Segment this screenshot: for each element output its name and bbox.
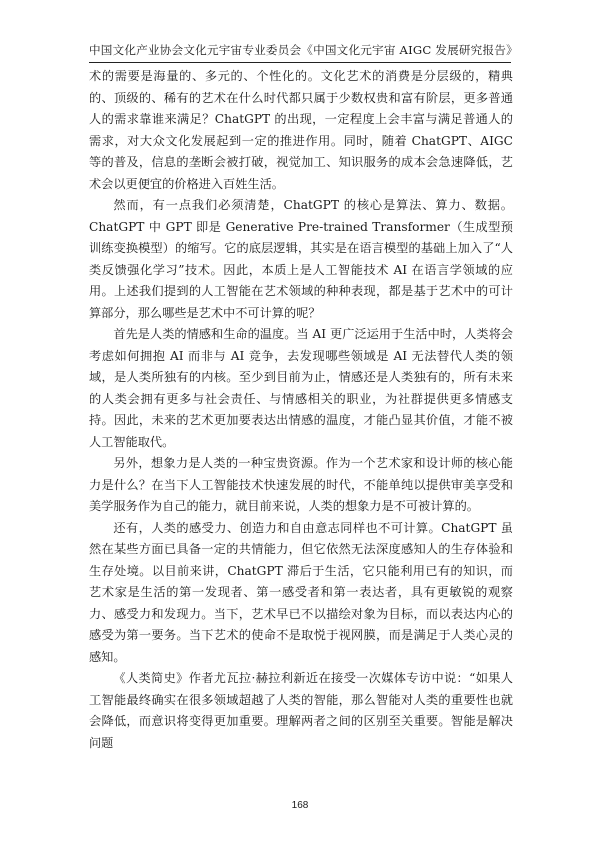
page-number: 168 [291,800,309,811]
header-organization: 中国文化产业协会文化元宇宙专业委员会 [89,43,302,57]
paragraph-sapiens-quote: 《人类简史》作者尤瓦拉·赫拉利新近在接受一次媒体专访中说：“如果人工智能最终确实在很多领域超越了人类的智能，那么智能对人类的重要性也就会降低，而意识将变得更加重要。理解两者之间的区别至关重要。智能是解决问题 [89,671,513,750]
paragraph-emotion: 首先是人类的情感和生命的温度。当 AI 更广泛运用于生活中时，人类将会考虑如何拥抱 AI 而非与 AI 竞争，去发现哪些领域是 AI 无法替代人类的领域，是人类所独有的内核。至少到目前为止，情感还是人类独有的，所有未来的人类会拥有更多与社会责任、与情感相关的职业，为社群提供更多情感支持。因此，未来的艺术更加要表达出情感的温度，才能凸显其价值，才能不被人工智能取代。 [89,327,513,449]
body-text [89,66,513,754]
paragraph-imagination: 另外，想象力是人类的一种宝贵资源。作为一个艺术家和设计师的核心能力是什么？在当下人工智能技术快速发展的时代，不能单纯以提供审美享受和美学服务作为自己的能力，就目前来说，人类的想象力是不可被计算的。 [89,456,513,513]
header-divider [89,62,511,63]
paragraph-continued: 术的需要是海量的、多元的、个性化的。文化艺术的消费是分层级的，精典的、顶级的、稀有的艺术在什么时代都只属于少数权贵和富有阶层，更多普通人的需求靠谁来满足？ChatGPT 的出现，一定程度上会丰富与满足普通人的需求，对大众文化发展起到一定的推进作用。同时，随着 ChatGPT、AIGC 等的普及，信息的垄断会被打破，视觉加工、知识服务的成本会急速降低，艺术会以更便宜的价格进入百姓生活。 [89,69,513,191]
running-header [89,40,518,58]
paragraph-perception: 还有，人类的感受力、创造力和自由意志同样也不可计算。ChatGPT 虽然在某些方面已具备一定的共情能力，但它依然无法深度感知人的生存体验和生存处境。以目前来讲，ChatGPT 滞后于生活，它只能利用已有的知识，而艺术家是生活的第一发现者、第一感受者和第一表达者，具有更敏锐的观察力、感受力和发现力。当下，艺术早已不以描绘对象为目标，而以表达内心的感受为第一要务。当下艺术的使命不是取悦于视网膜，而是满足于人类心灵的感知。 [89,520,513,664]
header-report-title: 《中国文化元宇宙 AIGC 发展研究报告》 [301,43,518,57]
paragraph-chatgpt-core: 然而，有一点我们必须清楚，ChatGPT 的核心是算法、算力、数据。ChatGPT 中 GPT 即是 Generative Pre-trained Transformer（生成型预训练变换模型）的缩写。它的底层逻辑，其实是在语言模型的基础上加入了“人类反馈强化学习”技术。因此，本质上是人工智能技术 AI 在语言学领域的应用。上述我们提到的人工智能在艺术领域的种种表现，都是基于艺术中的可计算部分，那么哪些是艺术中不可计算的呢？ [89,198,513,320]
